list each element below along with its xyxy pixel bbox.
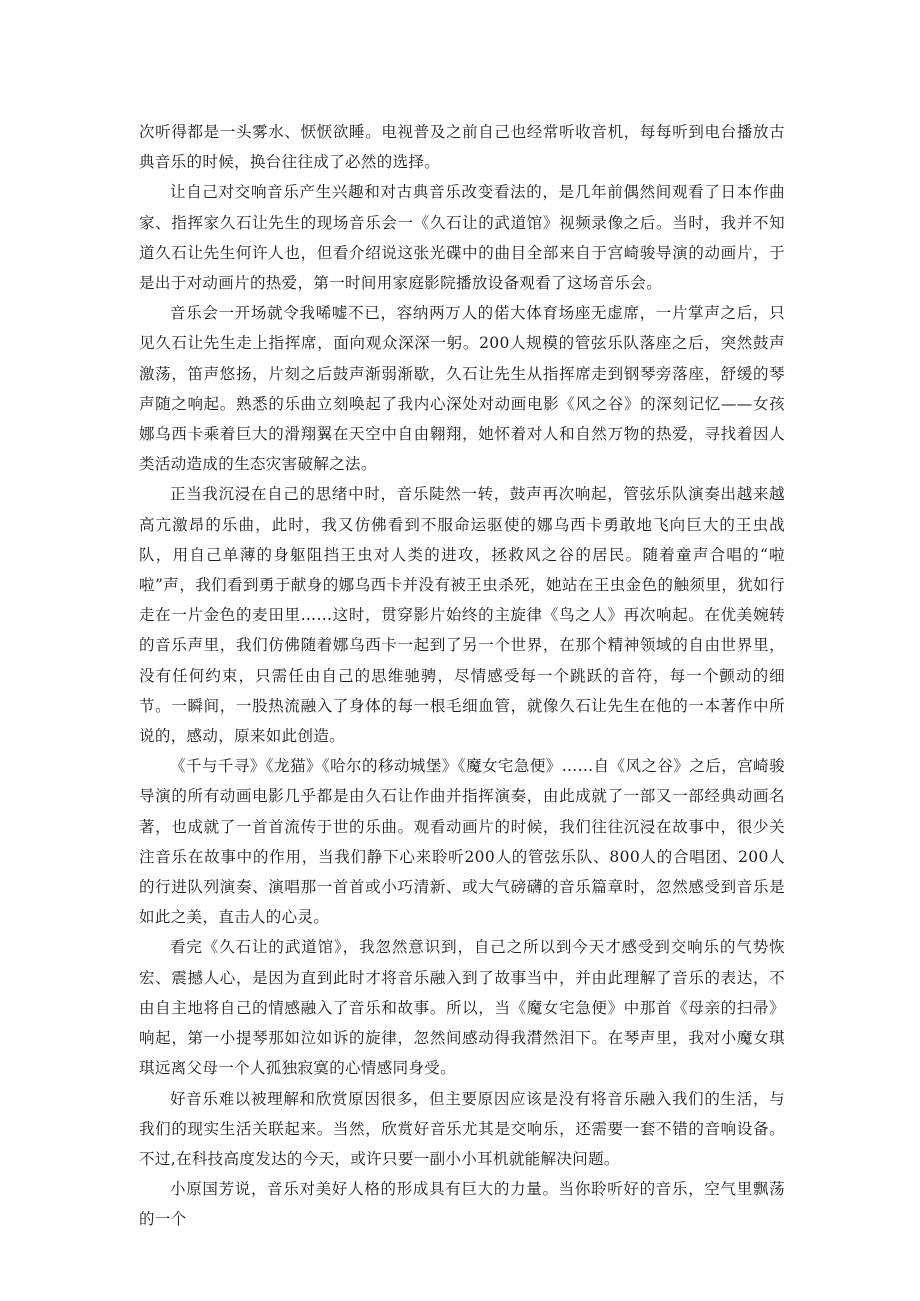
paragraph-concert-opening: 音乐会一开场就令我唏嘘不已，容纳两万人的偌大体育场座无虚席，一片掌声之后，只见久石让先生走上指挥席，面向观众深深一躬。200人规模的管弦乐队落座之后，突然鼓声激荡，笛声悠扬，片刻之后鼓声渐弱渐歇，久石让先生从指挥席走到钢琴旁落座，舒缓的琴声随之响起。熟悉的乐曲立刻唤起了我内心深处对动画电影《风之谷》的深刻记忆——女孩娜乌西卡乘着巨大的滑翔翼在天空中自由翱翔，她怀着对人和自然万物的热爱，寻找着因人类活动造成的生态灾害破解之法。 — [139, 304, 785, 474]
paragraph-miyazaki-films: 《千与千寻》《龙猫》《哈尔的移动城堡》《魔女宅急便》……自《风之谷》之后，宫崎骏导演的所有动画电影几乎都是由久石让作曲并指挥演奏，由此成就了一部又一部经典动画名著，也成就了一首首流传于世的乐曲。观看动画片的时候，我们往往沉浸在故事中，很少关注音乐在故事中的作用，当我们静下心来聆听200人的管弦乐队、800人的合唱团、200人的行进队列演奏、演唱那一首首或小巧清新、或大气磅礴的音乐篇章时，忽然感受到音乐是如此之美，直击人的心灵。 — [139, 757, 785, 927]
article-body — [139, 117, 785, 1235]
paragraph-obara-quote: 小原国芳说，音乐对美好人格的形成具有巨大的力量。当你聆听好的音乐，空气里飘荡的一个 — [139, 1180, 785, 1229]
paragraph-music-turn: 正当我沉浸在自己的思绪中时，音乐陡然一转，鼓声再次响起，管弦乐队演奏出越来越高亢激昂的乐曲，此时，我又仿佛看到不服命运驱使的娜乌西卡勇敢地飞向巨大的王虫战队，用自己单薄的身躯阻挡王虫对人类的进攻，拯救风之谷的居民。随着童声合唱的“啦啦”声，我们看到勇于献身的娜乌西卡并没有被王虫杀死，她站在王虫金色的触须里，犹如行走在一片金色的麦田里……这时，贯穿影片始终的主旋律《鸟之人》再次响起。在优美婉转的音乐声里，我们仿佛随着娜乌西卡一起到了另一个世界，在那个精神领域的自由世界里，没有任何约束，只需任由自己的思维驰骋，尽情感受每一个跳跃的音符，每一个颤动的细节。一瞬间，一股热流融入了身体的每一根毛细血管，就像久石让先生在他的一本著作中所说的，感动，原来如此创造。 — [139, 485, 785, 746]
paragraph-continued: 次听得都是一头雾水、恹恹欲睡。电视普及之前自己也经常听收音机，每每听到电台播放古典音乐的时候，换台往往成了必然的选择。 — [139, 123, 785, 172]
paragraph-realization: 看完《久石让的武道馆》，我忽然意识到，自己之所以到今天才感受到交响乐的气势恢宏、震撼人心，是因为直到此时才将音乐融入到了故事当中，并由此理解了音乐的表达，不由自主地将自己的情感融入了音乐和故事。所以，当《魔女宅急便》中那首《母亲的扫帚》响起，第一小提琴那如泣如诉的旋律，忽然间感动得我潸然泪下。在琴声里，我对小魔女琪琪远离父母一个人孤独寂寞的心情感同身受。 — [139, 938, 785, 1078]
paragraph-jiushirang-intro: 让自己对交响音乐产生兴趣和对古典音乐改变看法的，是几年前偶然间观看了日本作曲家、指挥家久石让先生的现场音乐会一《久石让的武道馆》视频录像之后。当时，我并不知道久石让先生何许人也，但看介绍说这张光碟中的曲目全部来自于宫崎骏导演的动画片，于是出于对动画片的热爱，第一时间用家庭影院播放设备观看了这场音乐会。 — [139, 183, 785, 293]
paragraph-good-music: 好音乐难以被理解和欣赏原因很多，但主要原因应该是没有将音乐融入我们的生活，与我们的现实生活关联起来。当然，欣赏好音乐尤其是交响乐，还需要一套不错的音响设备。不过,在科技高度发达的今天，或许只要一副小小耳机就能解决问题。 — [139, 1089, 785, 1168]
